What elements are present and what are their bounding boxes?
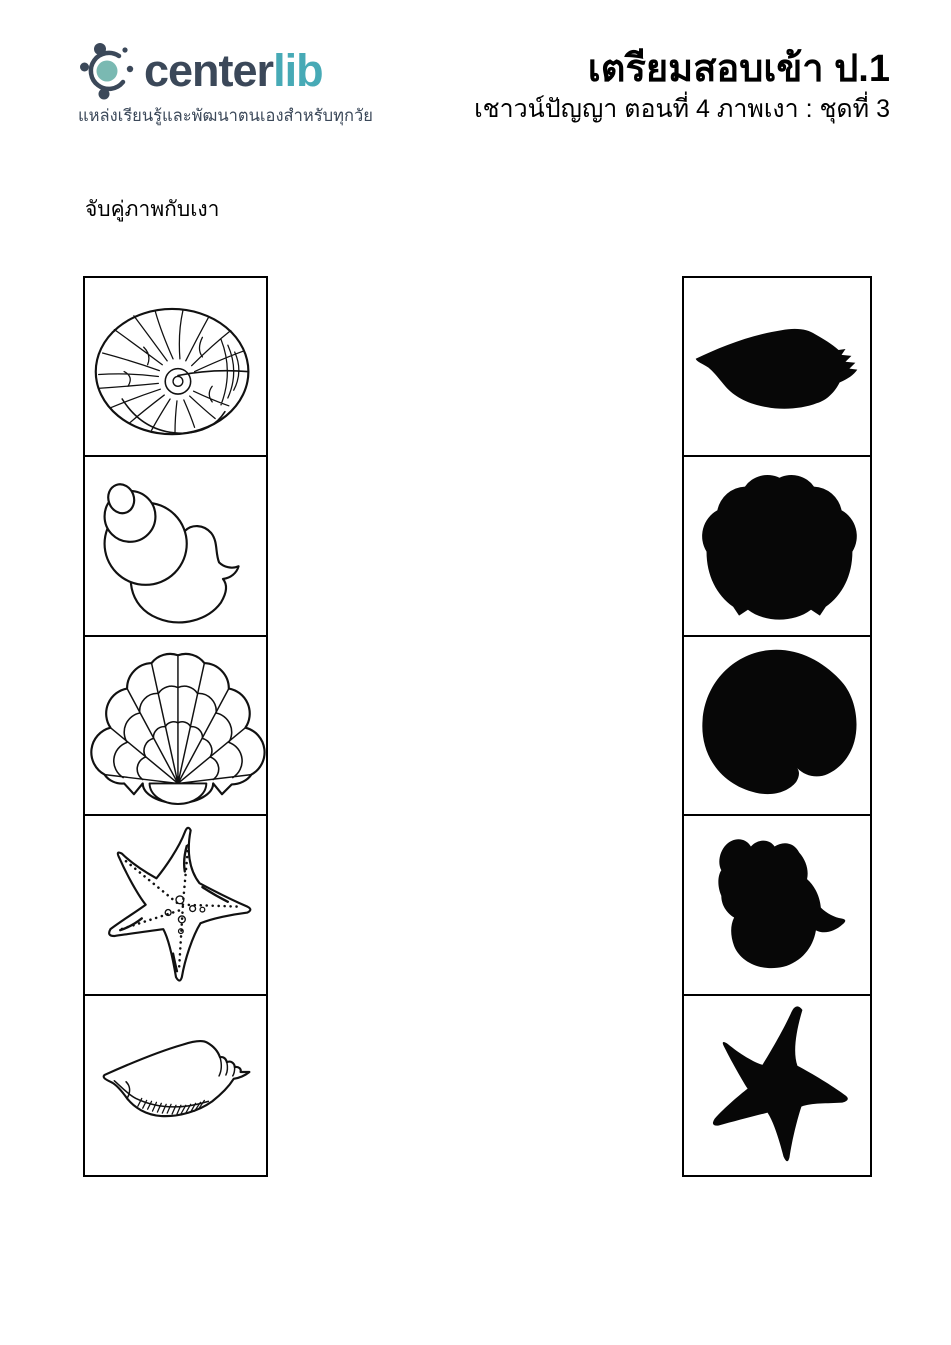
brand-name-center: center [144, 44, 274, 96]
picture-cell-starfish[interactable] [85, 816, 266, 995]
nautilus-shell-picture [85, 278, 266, 455]
picture-cell-nautilus[interactable] [85, 278, 266, 457]
scallop-shell-shadow [684, 457, 870, 634]
sea-snail-shell-picture [85, 457, 266, 634]
picture-cell-scallop[interactable] [85, 637, 266, 816]
instruction-text: จับคู่ภาพกับเงา [85, 198, 220, 221]
sea-snail-shell-shadow [684, 816, 870, 993]
picture-cell-conch[interactable] [85, 996, 266, 1175]
sheet-header [474, 48, 890, 123]
conch-shell-picture [85, 996, 266, 1175]
starfish-picture [85, 816, 266, 993]
picture-cell-sea-snail[interactable] [85, 457, 266, 636]
centerlib-orbit-icon [78, 40, 138, 100]
shadow-cell-conch[interactable] [684, 278, 870, 457]
starfish-shadow [684, 996, 870, 1175]
brand-tagline: แหล่งเรียนรู้และพัฒนาตนเองสำหรับทุกวัย [78, 107, 373, 125]
sheet-title: เตรียมสอบเข้า ป.1 [587, 48, 890, 90]
brand-name [144, 44, 323, 96]
shadow-cell-sea-snail[interactable] [684, 816, 870, 995]
brand-name-lib: lib [273, 44, 323, 96]
shadow-cell-starfish[interactable] [684, 996, 870, 1175]
nautilus-shell-shadow [684, 637, 870, 814]
shadow-cell-scallop[interactable] [684, 457, 870, 636]
conch-shell-shadow [684, 278, 870, 455]
pictures-column [83, 276, 268, 1177]
scallop-shell-picture [85, 637, 266, 814]
shadows-column [682, 276, 872, 1177]
centerlib-logo [78, 40, 373, 129]
shadow-cell-nautilus[interactable] [684, 637, 870, 816]
sheet-subtitle: เชาวน์ปัญญา ตอนที่ 4 ภาพเงา : ชุดที่ 3 [474, 94, 890, 123]
